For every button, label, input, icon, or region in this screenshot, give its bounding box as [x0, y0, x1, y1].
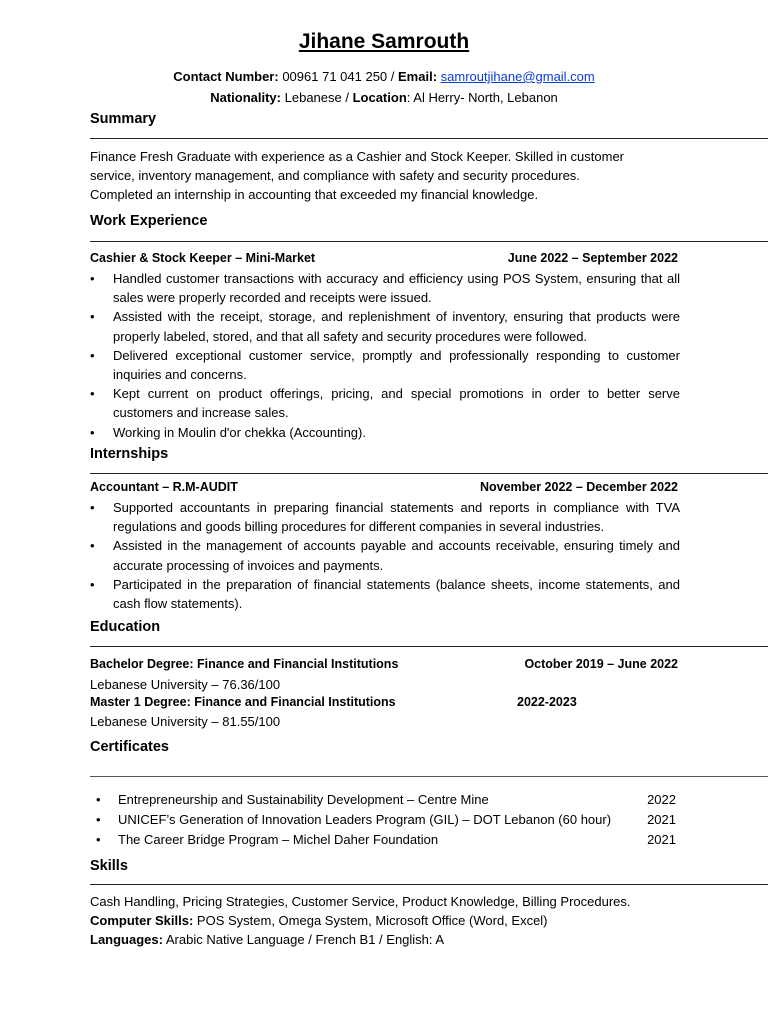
degree-title: Master 1 Degree: Finance and Financial Institutions	[90, 695, 396, 709]
computer-skills-line	[90, 913, 548, 928]
internship-header	[90, 480, 678, 494]
certificate-year: 2021	[647, 812, 676, 827]
degree-title: Bachelor Degree: Finance and Financial Institutions	[90, 657, 399, 671]
summary-line: Completed an internship in accounting that exceeded my financial knowledge.	[90, 187, 539, 203]
nationality-value: Lebanese /	[284, 90, 349, 105]
summary-line: service, inventory management, and compliance with safety and security procedures.	[90, 168, 580, 184]
computer-skills-value: POS System, Omega System, Microsoft Office (Word, Excel)	[193, 913, 548, 928]
list-item: • Handled customer transactions with accuracy and efficiency using POS System, ensuring that all sales were properly recorded and receipts were issued.	[90, 269, 680, 307]
certificate-name: Entrepreneurship and Sustainability Development – Centre Mine	[118, 792, 489, 807]
list-item: • Kept current on product offerings, pricing, and special promotions in order to better serve customers and increase sales.	[90, 384, 680, 422]
section-divider	[90, 138, 768, 139]
section-divider	[90, 646, 768, 647]
email-label: Email:	[398, 69, 438, 84]
section-title-certificates: Certificates	[90, 739, 169, 755]
contact-label: Contact Number:	[173, 69, 279, 84]
list-item: • Assisted in the management of accounts payable and accounts receivable, ensuring timely and accurate processing of invoices and payments.	[90, 536, 680, 574]
list-item	[90, 790, 678, 810]
contact-number: 00961 71 041 250 /	[282, 69, 395, 84]
nationality-line	[0, 90, 768, 105]
section-divider	[90, 473, 768, 474]
degree-institution: Lebanese University – 76.36/100	[90, 677, 281, 692]
contact-line	[0, 69, 768, 84]
candidate-name: Jihane Samrouth	[298, 30, 470, 53]
section-divider	[90, 241, 768, 242]
email-link[interactable]: samroutjihane@gmail.com	[440, 69, 595, 84]
location-value: : Al Herry- North, Lebanon	[406, 90, 558, 105]
languages-label: Languages:	[90, 932, 163, 947]
certificate-year: 2022	[647, 792, 676, 807]
languages-line	[90, 932, 444, 947]
work-job-header	[90, 251, 678, 265]
work-bullet-list	[90, 269, 680, 442]
list-item: • Participated in the preparation of financial statements (balance sheets, income statements, and cash flow statements).	[90, 575, 680, 613]
languages-value: Arabic Native Language / French B1 / English: A	[162, 932, 445, 947]
section-title-skills: Skills	[90, 858, 128, 874]
location-label: Location	[352, 90, 407, 105]
list-item: • Working in Moulin d'or chekka (Accounting).	[90, 423, 680, 442]
degree-dates: October 2019 – June 2022	[524, 657, 678, 671]
list-item	[90, 830, 678, 850]
list-item: • Supported accountants in preparing financial statements and reports in compliance with TVA regulations and goods billing procedures for different companies in several industries.	[90, 498, 680, 536]
list-item: • Assisted with the receipt, storage, and replenishment of inventory, ensuring that products were properly labeled, stored, and that all safety and security procedures were followed.	[90, 307, 680, 345]
list-item	[90, 810, 678, 830]
computer-skills-label: Computer Skills:	[90, 913, 194, 928]
skills-general: Cash Handling, Pricing Strategies, Customer Service, Product Knowledge, Billing Procedures.	[90, 894, 631, 909]
summary-line: Finance Fresh Graduate with experience as a Cashier and Stock Keeper. Skilled in customer	[90, 149, 624, 164]
certificate-name: UNICEF’s Generation of Innovation Leaders Program (GIL) – DOT Lebanon (60 hour)	[118, 812, 612, 827]
nationality-label: Nationality:	[210, 90, 281, 105]
summary-text	[90, 147, 690, 205]
internship-bullet-list	[90, 498, 680, 613]
degree-institution: Lebanese University – 81.55/100	[90, 714, 281, 729]
internship-dates: November 2022 – December 2022	[479, 480, 678, 494]
work-dates: June 2022 – September 2022	[507, 251, 678, 265]
section-divider	[90, 884, 768, 885]
section-divider	[90, 776, 768, 777]
list-item: • Delivered exceptional customer service, promptly and professionally responding to customer inquiries and concerns.	[90, 346, 680, 384]
certificate-name: The Career Bridge Program – Michel Daher Foundation	[118, 832, 439, 847]
work-role: Cashier & Stock Keeper – Mini-Market	[90, 251, 316, 265]
section-title-work: Work Experience	[90, 213, 208, 229]
certificate-list	[90, 790, 678, 850]
section-title-education: Education	[90, 619, 161, 635]
certificate-year: 2021	[647, 832, 676, 847]
internship-role: Accountant – R.M-AUDIT	[90, 480, 238, 494]
degree-dates: 2022-2023	[517, 695, 577, 709]
section-title-summary: Summary	[90, 111, 157, 127]
section-title-internships: Internships	[90, 446, 169, 462]
